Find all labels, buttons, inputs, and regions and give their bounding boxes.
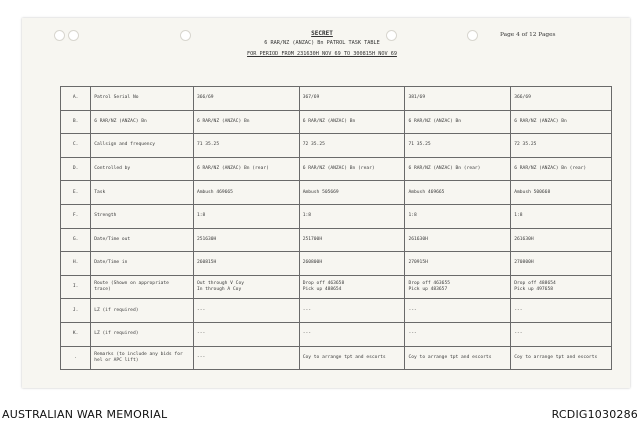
row-letter: G.	[61, 228, 91, 252]
footer-identifier: RCDIG1030286	[551, 408, 638, 421]
table-row	[61, 181, 612, 205]
table-cell	[405, 110, 511, 134]
cell-line: 270800H	[514, 260, 534, 266]
cell-line: Ambush 505669	[302, 189, 339, 195]
footer-source: AUSTRALIAN WAR MEMORIAL	[2, 408, 168, 421]
table-row	[61, 346, 612, 370]
row-label	[91, 346, 194, 370]
row-label	[91, 157, 194, 181]
cell-line: Drop off 463658	[302, 280, 345, 286]
table-row	[61, 322, 612, 346]
cell-line: Ambush 469665	[196, 189, 233, 195]
document-title: 6 RAR/NZ (ANZAC) Bn PATROL TASK TABLE	[264, 40, 380, 46]
cell-line: 381/69	[408, 95, 426, 101]
table-cell	[193, 87, 299, 111]
table-cell	[405, 181, 511, 205]
row-letter: C.	[61, 134, 91, 158]
table-cell	[193, 157, 299, 181]
row-letter: J.	[61, 299, 91, 323]
cell-line: Pick up 488654	[302, 287, 342, 293]
cell-line: 261630H	[408, 236, 428, 242]
cell-line: 261630H	[514, 236, 534, 242]
table-cell	[299, 204, 405, 228]
table-cell	[405, 157, 511, 181]
patrol-task-table	[60, 86, 612, 370]
cell-line: Ambush 500668	[514, 189, 551, 195]
table-cell	[299, 181, 405, 205]
table-cell	[405, 252, 511, 276]
row-label	[91, 204, 194, 228]
row-letter: I.	[61, 275, 91, 299]
row-label	[91, 275, 194, 299]
label-line: trace)	[94, 287, 111, 293]
cell-line: 366/69	[196, 95, 214, 101]
table-cell	[511, 346, 612, 370]
table-row	[61, 228, 612, 252]
table-cell	[299, 228, 405, 252]
cell-line: Coy to arrange tpt and escorts	[514, 354, 598, 360]
cell-line: 367/69	[302, 95, 320, 101]
table-cell	[405, 299, 511, 323]
table-cell	[299, 322, 405, 346]
label-line: LZ (if required)	[94, 331, 139, 337]
table-cell	[193, 252, 299, 276]
punch-hole	[54, 30, 65, 41]
row-label	[91, 299, 194, 323]
label-line: Strength	[94, 213, 117, 219]
table-cell	[511, 134, 612, 158]
cell-line: Pick up 483657	[408, 287, 448, 293]
cell-line: ---	[514, 331, 523, 337]
cell-line: 251630H	[196, 236, 217, 242]
page-number: Page 4 of 12 Pages	[500, 32, 556, 38]
table-cell	[299, 275, 405, 299]
cell-line: 1:8	[514, 213, 523, 219]
row-label	[91, 134, 194, 158]
row-letter: B.	[61, 110, 91, 134]
table-cell	[405, 228, 511, 252]
table-cell	[405, 87, 511, 111]
punch-hole	[68, 30, 79, 41]
table-cell	[193, 134, 299, 158]
classification-heading: SECRET	[311, 30, 333, 37]
cell-line: Drop off 463655	[408, 280, 450, 286]
cell-line: 6 RAR/NZ (ANZAC) Bn	[408, 118, 462, 124]
cell-line: 6 RAR/NZ (ANZAC) Bn (rear)	[196, 165, 269, 171]
table-cell	[299, 110, 405, 134]
row-label	[91, 228, 194, 252]
cell-line: 251700H	[302, 236, 323, 242]
cell-line: 1:8	[196, 213, 206, 219]
cell-line: Coy to arrange tpt and escorts	[302, 354, 386, 360]
row-label	[91, 322, 194, 346]
cell-line: ---	[196, 354, 206, 360]
cell-line: Out through V Coy	[196, 280, 244, 286]
cell-line: 1:8	[408, 213, 417, 219]
row-letter: E.	[61, 181, 91, 205]
row-letter: .	[61, 346, 91, 370]
row-letter: F.	[61, 204, 91, 228]
table-cell	[511, 275, 612, 299]
label-line: Date/Time out	[94, 236, 131, 242]
table-cell	[193, 228, 299, 252]
row-label	[91, 181, 194, 205]
label-line: 6 RAR/NZ (ANZAC) Bn	[94, 118, 147, 124]
table-cell	[405, 346, 511, 370]
cell-line: 72 35.25	[302, 142, 325, 148]
table-cell	[193, 346, 299, 370]
table-cell	[193, 204, 299, 228]
table-row	[61, 134, 612, 158]
cell-line: ---	[408, 307, 417, 313]
label-line: Remarks (to include any bids for	[94, 351, 183, 357]
cell-line: 260815H	[196, 260, 217, 266]
cell-line: ---	[196, 307, 206, 313]
table-cell	[299, 299, 405, 323]
table-cell	[193, 181, 299, 205]
cell-line: Coy to arrange tpt and escorts	[408, 354, 492, 360]
table-row	[61, 299, 612, 323]
label-line: Task	[94, 189, 106, 195]
table-row	[61, 110, 612, 134]
row-letter: D.	[61, 157, 91, 181]
table-row	[61, 252, 612, 276]
label-line: Callsign and frequency	[94, 142, 156, 148]
table-row	[61, 157, 612, 181]
row-label	[91, 87, 194, 111]
cell-line: Drop off 488654	[514, 280, 556, 286]
row-label	[91, 252, 194, 276]
cell-line: ---	[514, 307, 523, 313]
row-label	[91, 110, 194, 134]
cell-line: ---	[302, 331, 312, 337]
table-cell	[193, 322, 299, 346]
table-cell	[405, 275, 511, 299]
cell-line: 71 35.25	[196, 142, 220, 148]
cell-line: 6 RAR/NZ (ANZAC) Bn	[196, 118, 250, 124]
table-row	[61, 87, 612, 111]
row-letter: H.	[61, 252, 91, 276]
table-cell	[511, 204, 612, 228]
cell-line: Ambush 469665	[408, 189, 445, 195]
cell-line: 72 35.25	[514, 142, 537, 148]
label-line: Date/Time in	[94, 260, 128, 266]
cell-line: ---	[196, 331, 206, 337]
punch-hole	[467, 30, 478, 41]
label-line: Patrol Serial No	[94, 95, 139, 101]
cell-line: ---	[408, 331, 417, 337]
table-cell	[299, 346, 405, 370]
cell-line: 1:8	[302, 213, 312, 219]
label-line: Controlled by	[94, 165, 131, 171]
cell-line: 6 RAR/NZ (ANZAC) Bn (rear)	[514, 165, 587, 171]
table-row	[61, 275, 612, 299]
punch-hole	[180, 30, 191, 41]
cell-line: 366/69	[514, 95, 531, 101]
label-line: hel or APC lift)	[94, 357, 139, 363]
table-cell	[511, 252, 612, 276]
table-cell	[511, 87, 612, 111]
cell-line: 6 RAR/NZ (ANZAC) Bn	[514, 118, 567, 124]
cell-line: ---	[302, 307, 312, 313]
table-cell	[511, 181, 612, 205]
cell-line: 270915H	[408, 260, 428, 266]
label-line: LZ (if required)	[94, 307, 139, 313]
table-cell	[511, 110, 612, 134]
table-cell	[193, 299, 299, 323]
table-cell	[299, 87, 405, 111]
table-row	[61, 204, 612, 228]
cell-line: 6 RAR/NZ (ANZAC) Bn (rear)	[408, 165, 481, 171]
table-cell	[193, 110, 299, 134]
label-line: Route (Shown on appropriate	[94, 280, 169, 286]
row-letter: K.	[61, 322, 91, 346]
cell-line: 71 35.25	[408, 142, 431, 148]
table-cell	[511, 299, 612, 323]
table-cell	[299, 157, 405, 181]
table-cell	[193, 275, 299, 299]
table-cell	[299, 252, 405, 276]
table-cell	[511, 228, 612, 252]
cell-line: Pick up 497658	[514, 287, 553, 293]
table-cell	[405, 204, 511, 228]
cell-line: 6 RAR/NZ (ANZAC) Bn	[302, 118, 356, 124]
cell-line: 6 RAR/NZ (ANZAC) Bn (rear)	[302, 165, 375, 171]
period-subtitle: FOR PERIOD FROM 231630H NOV 69 TO 300815H NOV 69	[247, 51, 397, 57]
table-cell	[405, 134, 511, 158]
row-letter: A.	[61, 87, 91, 111]
table-cell	[299, 134, 405, 158]
cell-line: In through A Coy	[196, 287, 242, 293]
table-cell	[511, 157, 612, 181]
table-cell	[511, 322, 612, 346]
cell-line: 260800H	[302, 260, 323, 266]
table-cell	[405, 322, 511, 346]
document-page	[22, 18, 630, 388]
